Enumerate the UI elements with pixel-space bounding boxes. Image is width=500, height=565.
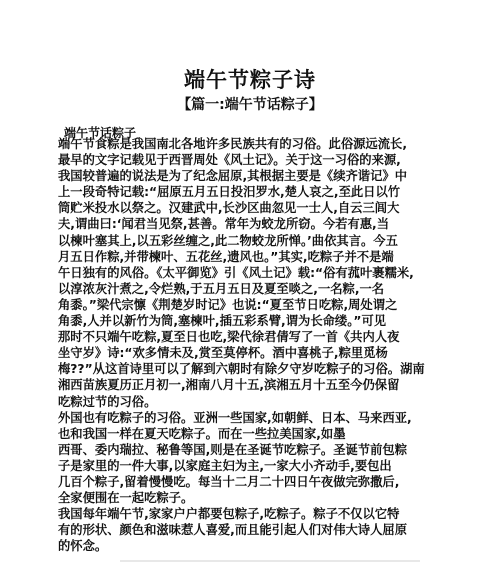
text-line: 端午节食粽是我国南北各地许多民族共有的习俗。此俗源远流长, [58,137,407,151]
text-line: 梅??”从这首诗里可以了解到六朝时有除夕守岁吃粽子的习俗。湖南 [58,362,425,377]
text-line: 以楝叶塞其上,以五彩丝缠之,此二物蛟龙所惮。’曲依其言。今五 [58,233,398,248]
text-line: 子是家里的一件大事,以家庭主妇为主,一家大小齐动手,要包出 [58,458,392,473]
text-line: 月五日作粽,并带楝叶、五花丝,遗风也。”其实,吃粽子并不是端 [58,249,394,264]
document-subtitle: 【篇一:端午节话粽子】 [177,97,323,113]
text-line: 的怀念。 [58,539,108,554]
section-heading: 端午节话粽子 [64,126,137,140]
text-line: 夫,谓曲曰:‘闻君当见祭,甚善。常年为蛟龙所窃。今若有惠,当 [58,217,390,232]
text-line: 角黍。”梁代宗懔《荆楚岁时记》也说:“夏至节日吃粽,周处谓之 [58,297,398,312]
text-line: 那时不只端午吃粽,夏至日也吃,梁代徐君倩写了一首《共内人夜 [58,330,400,345]
text-line: 全家便围在一起吃粽子。 [58,491,194,506]
text-line: 有的形状、颜色和滋味惹人喜爱,而且能引起人们对伟大诗人屈原 [58,523,407,538]
text-line: 吃粽过节的习俗。 [58,394,157,409]
paragraph [58,136,454,410]
paragraph [58,410,454,507]
paragraph [58,506,454,554]
document-title: 端午节粽子诗 [184,68,316,92]
text-line: 西哥、委内瑞拉、秘鲁等国,则是在圣诞节吃粽子。圣诞节前包粽 [58,442,407,457]
text-line: 也和我国一样在夏天吃粽子。而在一些拉美国家,如墨 [58,426,346,441]
text-line: 上一段奇特记载:“屈原五月五日投汨罗水,楚人哀之,至此日以竹 [58,185,401,200]
text-line: 以淳浓灰汁煮之,令烂熟,于五月五日及夏至啖之,一名粽,一名 [58,281,385,296]
text-line: 午日独有的风俗。《太平御览》引《风土记》载:“俗有菰叶裹糯米, [58,265,414,280]
text-line: 我国每年端午节,家家户户都要包粽子,吃粽子。粽子不仅以它特 [58,507,400,522]
text-line: 角黍,人并以新竹为筒,塞楝叶,插五彩系臂,谓为长命缕。”可见 [58,314,387,329]
text-line: 坐守岁》诗:“欢多情未及,赏至莫停杯。酒中喜桃子,粽里觅杨 [58,346,388,361]
text-line: 筒贮米投水以祭之。汉建武中,长沙区曲忽见一士人,自云三闾大 [58,201,400,216]
article-body [58,136,454,554]
text-line: 湘西苗族夏历正月初一,湘南八月十五,滨湘五月十五至今仍保留 [58,378,400,393]
text-line: 外国也有吃粽子的习俗。亚洲一些国家,如朝鲜、日本、马来西亚, [58,410,412,425]
text-line: 我国较普遍的说法是为了纪念屈原,其根据主要是《续齐谐记》中 [58,169,407,184]
page-footer-rule [120,560,420,562]
text-line: 几百个粽子,留着慢慢吃。每当十二月二十四日午夜做完弥撒后, [58,474,400,489]
text-line: 最早的文字记载见于西晋周处《风土记》。关于这一习俗的来源, [58,153,401,168]
